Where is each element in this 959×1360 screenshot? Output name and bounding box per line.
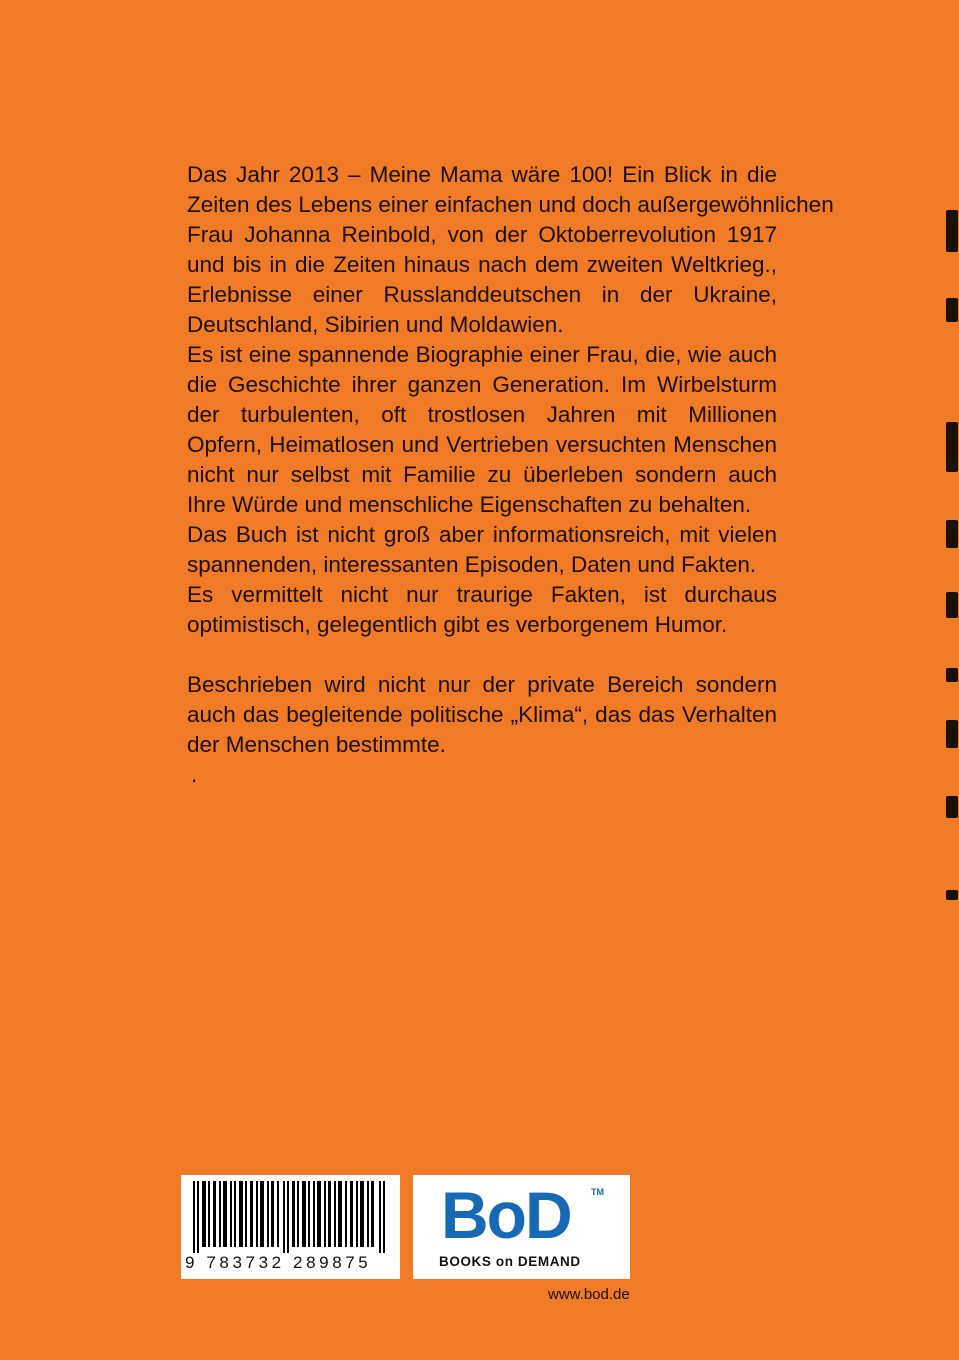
paragraph-gap — [187, 640, 777, 670]
isbn-digits: 9 783732 289875 — [185, 1253, 372, 1272]
blurb-line: Es vermittelt nicht nur traurige Fakten, ist durchaus — [187, 582, 777, 607]
publisher-url: www.bod.de — [548, 1286, 630, 1303]
blurb-line: Frau Johanna Reinbold, von der Oktoberrevolution 1917 — [187, 222, 777, 247]
spine-mark — [946, 668, 958, 682]
spine-mark — [946, 796, 958, 818]
spine-mark — [946, 890, 958, 900]
isbn-barcode — [181, 1175, 400, 1279]
spine-mark — [946, 210, 958, 252]
blurb-line: der Menschen bestimmte. — [187, 732, 446, 757]
blurb-line: die Geschichte ihrer ganzen Generation. Im Wirbelsturm — [187, 372, 777, 397]
blurb-line: optimistisch, gelegentlich gibt es verborgenem Humor. — [187, 612, 728, 637]
spine-mark — [946, 422, 958, 472]
spine-mark — [946, 298, 958, 322]
publisher-logo — [413, 1175, 630, 1279]
blurb-line: Das Jahr 2013 – Meine Mama wäre 100! Ein Blick in die — [187, 162, 777, 187]
back-cover-blurb — [187, 160, 834, 790]
blurb-line: Erlebnisse einer Russlanddeutschen in der Ukraine, — [187, 282, 777, 307]
blurb-line: auch das begleitende politische „Klima“, das das Verhalten — [187, 702, 777, 727]
blurb-line: Deutschland, Sibirien und Moldawien. — [187, 312, 564, 337]
trademark-mark: TM — [591, 1187, 604, 1197]
blurb-line: Es ist eine spannende Biographie einer Frau, die, wie auch — [187, 342, 777, 367]
blurb-line: und bis in die Zeiten hinaus nach dem zweiten Weltkrieg., — [187, 252, 777, 277]
spine-edge-marks — [940, 200, 959, 920]
blurb-line: Beschrieben wird nicht nur der private Bereich sondern — [187, 672, 777, 697]
blurb-line: . — [191, 762, 198, 787]
blurb-line: Zeiten des Lebens einer einfachen und doch außergewöhnlichen — [187, 192, 834, 217]
blurb-line: Ihre Würde und menschliche Eigenschaften zu behalten. — [187, 492, 752, 517]
bod-logo-text: BoD — [441, 1178, 571, 1252]
publisher-tagline: BOOKS on DEMAND — [439, 1254, 581, 1269]
barcode-bars — [193, 1181, 389, 1253]
spine-mark — [946, 592, 958, 618]
blurb-line: Das Buch ist nicht groß aber informationsreich, mit vielen — [187, 522, 777, 547]
blurb-line: der turbulenten, oft trostlosen Jahren mit Millionen — [187, 402, 777, 427]
spine-mark — [946, 720, 958, 748]
blurb-line: Opfern, Heimatlosen und Vertrieben versuchten Menschen — [187, 432, 777, 457]
spine-mark — [946, 520, 958, 548]
blurb-line: spannenden, interessanten Episoden, Daten und Fakten. — [187, 552, 757, 577]
blurb-line: nicht nur selbst mit Familie zu überleben sondern auch — [187, 462, 777, 487]
